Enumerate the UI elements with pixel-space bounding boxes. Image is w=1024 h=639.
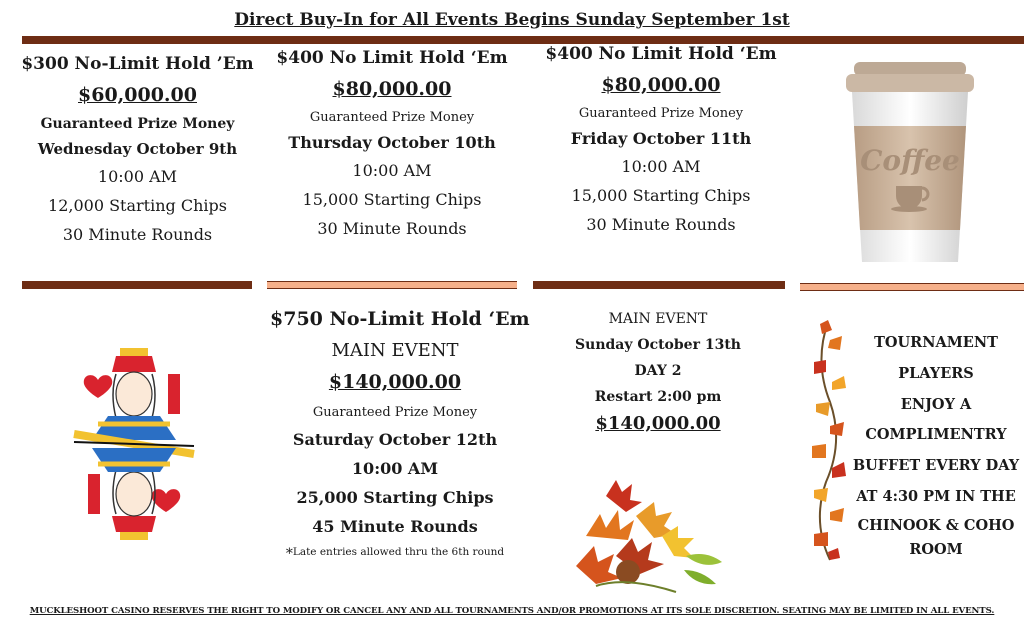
main-event-prize-label: Guaranteed Prize Money [312, 405, 478, 420]
event-time: 10:00 AM [621, 157, 701, 176]
buffet-notice [852, 328, 1020, 561]
event-prize: $60,000.00 [78, 84, 197, 106]
main-event-chips: 25,000 Starting Chips [296, 488, 494, 507]
day2-card [553, 311, 763, 434]
event-name: $400 No Limit Hold ‘Em [276, 48, 508, 68]
event-prize-label: Guaranteed Prize Money [40, 116, 235, 132]
autumn-leaves-icon [566, 476, 732, 598]
top-divider [22, 36, 1024, 44]
divider-1 [22, 281, 252, 289]
divider-2 [267, 281, 517, 289]
buffet-line: CHINOOK & COHO [857, 516, 1015, 534]
main-event-label: MAIN EVENT [331, 340, 459, 361]
day2-prize: $140,000.00 [595, 413, 721, 434]
buffet-line: TOURNAMENT [874, 334, 998, 351]
day2-restart: Restart 2:00 pm [594, 389, 722, 405]
event-prize-label: Guaranteed Prize Money [578, 106, 744, 121]
footer-disclaimer: MUCKLESHOOT CASINO RESERVES THE RIGHT TO MODIFY OR CANCEL ANY AND ALL TOURNAMENTS AND/OR PROMOTIONS AT ITS SOLE DISCRETION. SEATING MAY BE LIMITED IN ALL EVENTS. [29, 606, 995, 616]
leaf-garland-icon [804, 318, 852, 564]
coffee-cup-icon [840, 58, 980, 272]
main-event-prize: $140,000.00 [328, 371, 462, 393]
main-event-date: Saturday October 12th [292, 430, 498, 449]
main-event-name: $750 No-Limit Hold ‘Em [270, 308, 530, 330]
day2-date: Sunday October 13th [575, 337, 741, 353]
event-prize: $80,000.00 [332, 78, 452, 100]
note-text: Late entries allowed thru the 6th round [292, 546, 505, 558]
event-chips: 15,000 Starting Chips [302, 190, 482, 209]
event-time: 10:00 AM [97, 167, 178, 186]
main-event-rounds: 45 Minute Rounds [312, 517, 478, 536]
buffet-line: AT 4:30 PM IN THE [856, 487, 1016, 505]
event-name: $400 No Limit Hold ‘Em [545, 44, 777, 64]
note-asterisk: * [285, 546, 293, 562]
event-chips: 12,000 Starting Chips [48, 196, 227, 215]
buffet-line: ROOM [909, 540, 963, 558]
event-time: 10:00 AM [352, 161, 432, 180]
buffet-line: COMPLIMENTRY [865, 426, 1007, 444]
buffet-line: BUFFET EVERY DAY [852, 457, 1020, 475]
buffet-line: PLAYERS [898, 364, 974, 382]
event-chips: 15,000 Starting Chips [571, 186, 751, 205]
event-date: Friday October 11th [570, 129, 752, 148]
buffet-line: ENJOY A [900, 395, 972, 413]
event-date: Wednesday October 9th [37, 140, 238, 158]
queen-of-hearts-icon [68, 344, 200, 544]
coffee-label: Coffee [860, 144, 960, 177]
main-event-time: 10:00 AM [351, 459, 439, 478]
event-rounds: 30 Minute Rounds [62, 225, 213, 244]
event-name: $300 No-Limit Hold ’Em [21, 54, 254, 74]
divider-3 [533, 281, 785, 289]
event-date: Thursday October 10th [288, 133, 496, 152]
main-event-card [270, 308, 530, 562]
page-title: Direct Buy-In for All Events Begins Sunday September 1st [234, 10, 790, 30]
divider-4 [800, 283, 1024, 291]
event-prize: $80,000.00 [601, 74, 721, 96]
event-rounds: 30 Minute Rounds [586, 215, 736, 234]
event-card-1 [20, 54, 255, 244]
late-entry-note [270, 546, 520, 562]
day2-day: DAY 2 [634, 363, 682, 379]
event-card-2 [272, 48, 512, 238]
event-prize-label: Guaranteed Prize Money [309, 110, 475, 125]
day2-label: MAIN EVENT [608, 311, 708, 327]
event-card-3 [541, 44, 781, 234]
event-rounds: 30 Minute Rounds [317, 219, 467, 238]
